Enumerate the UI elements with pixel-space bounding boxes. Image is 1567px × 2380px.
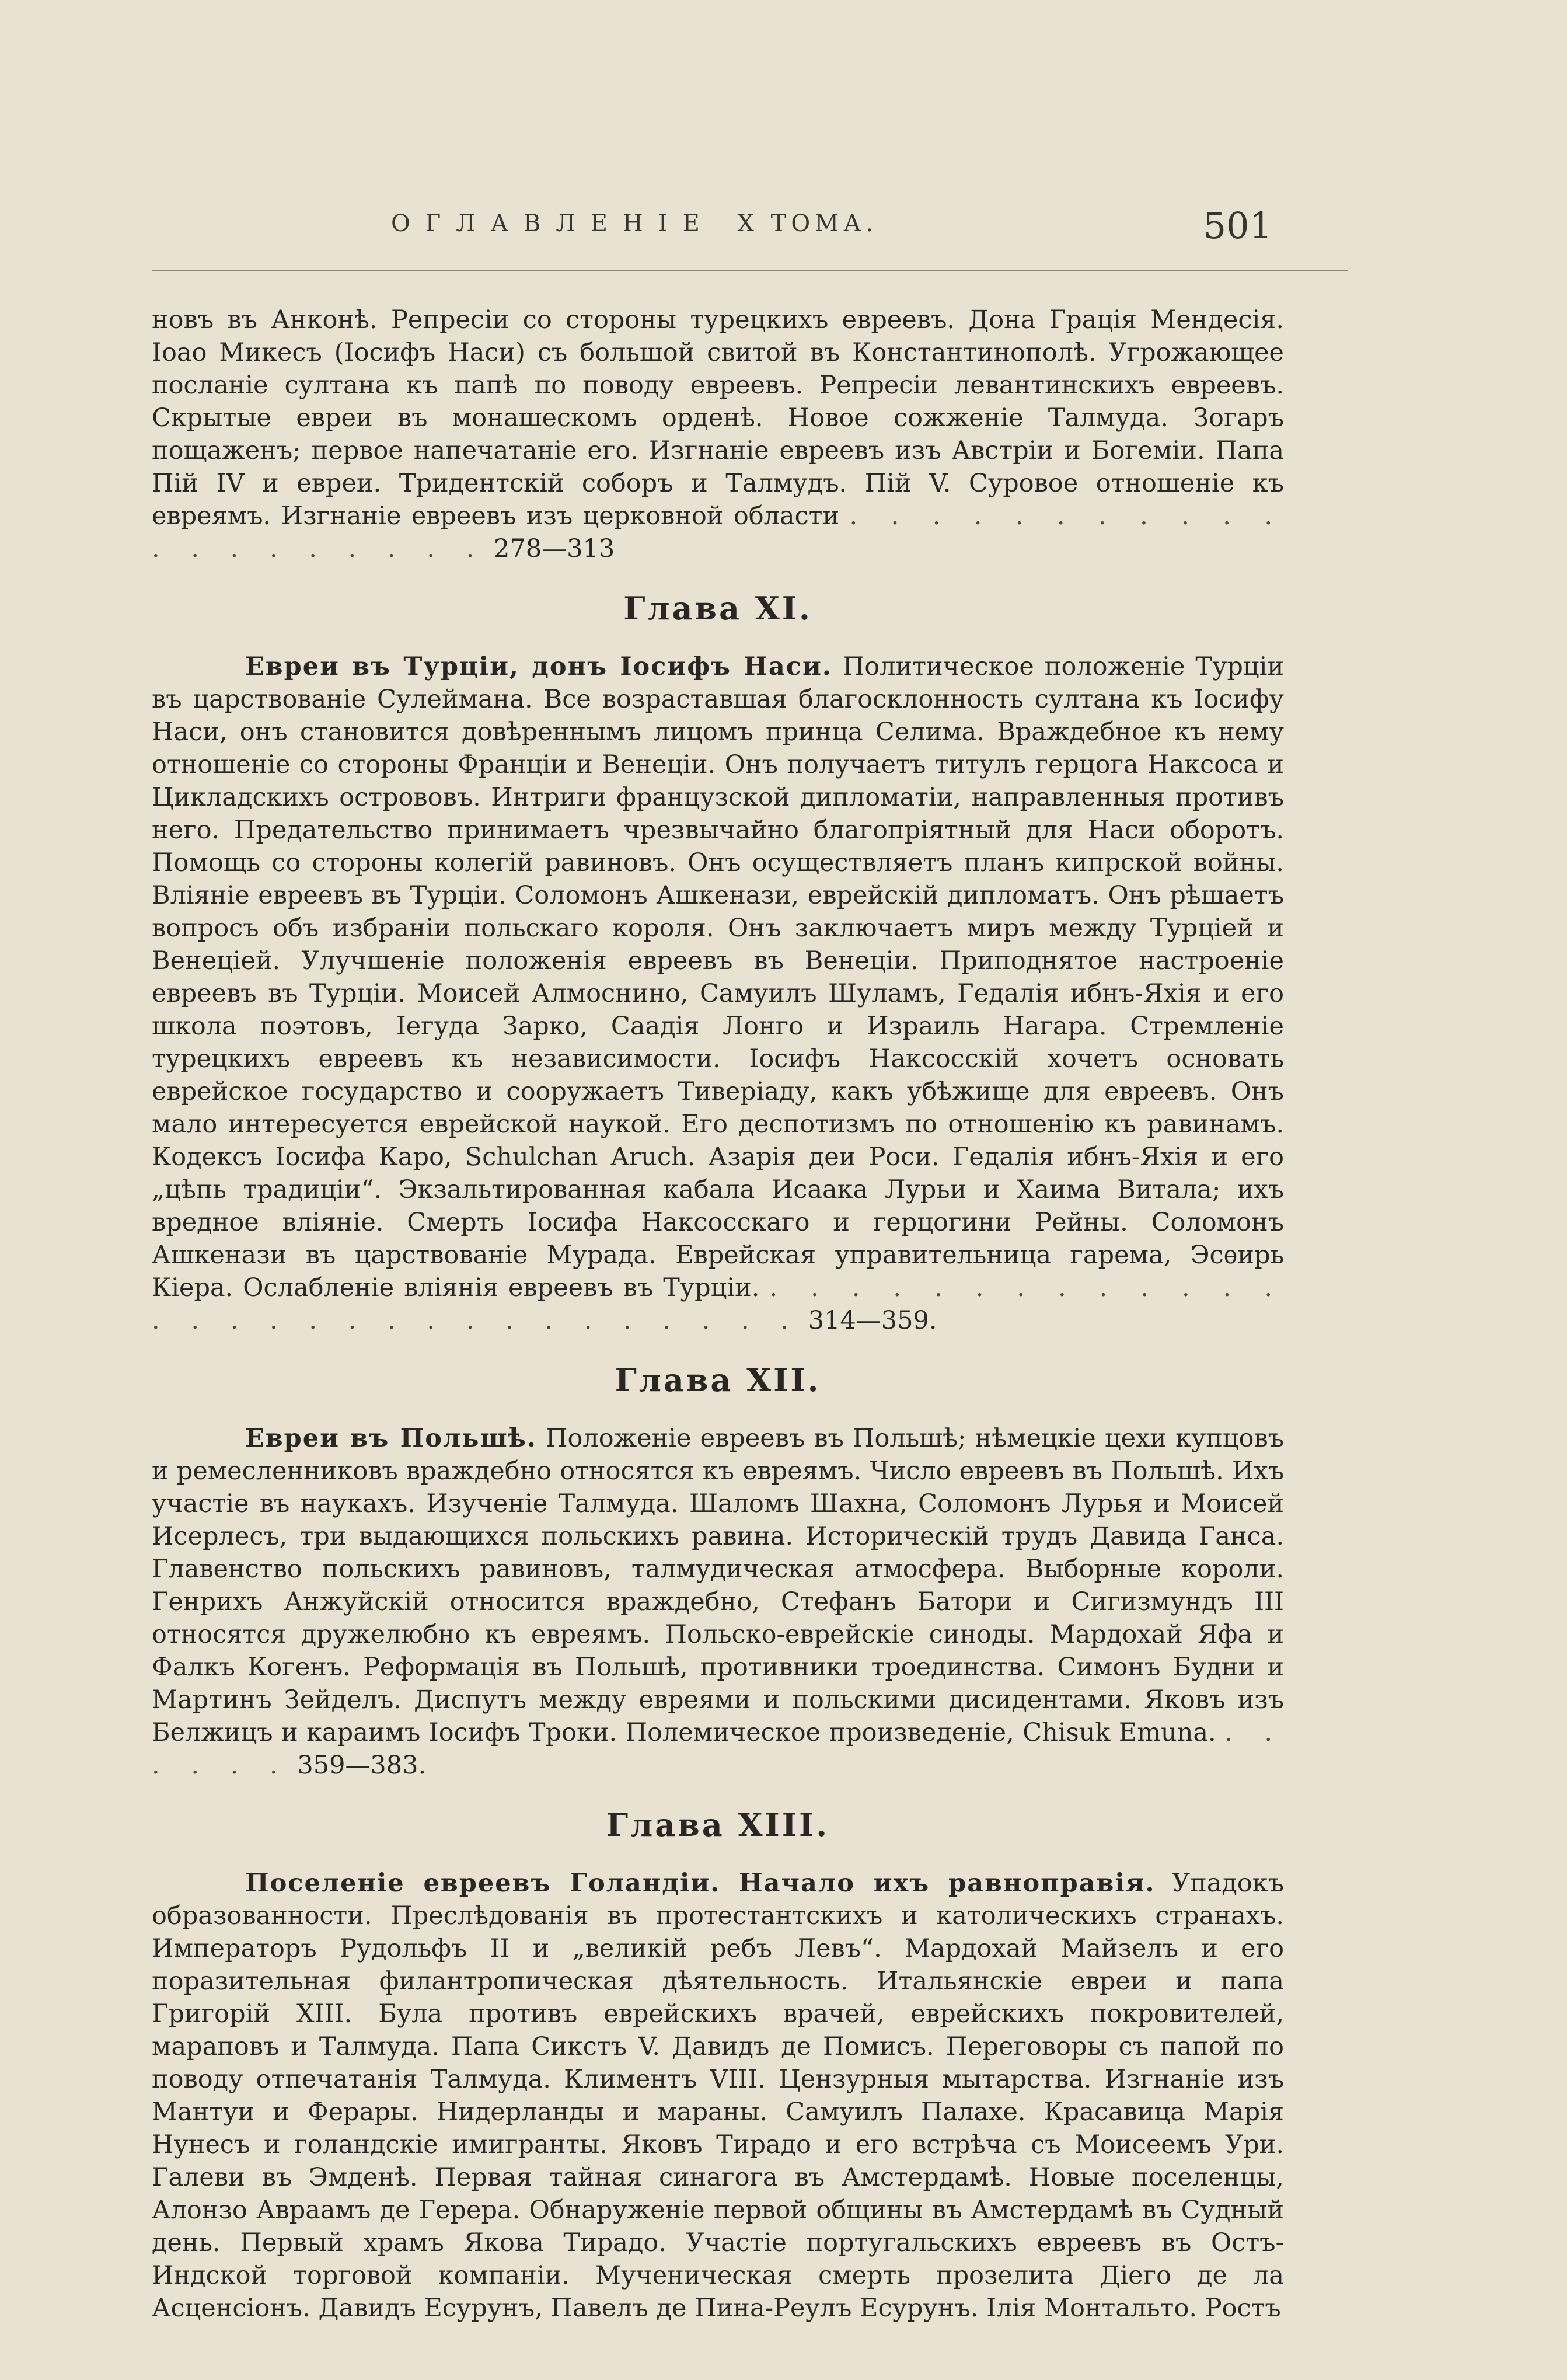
chapter-heading: Глава XIII.	[606, 1806, 830, 1844]
toc-entry	[152, 1867, 1284, 2325]
entry-text: Положеніе евреевъ въ Польшѣ; нѣмецкіе цехи купцовъ и ремесленниковъ враждебно относятся къ евреямъ. Число евреевъ въ Польшѣ. Ихъ участіе въ наукахъ. Изученіе Талмуда. Шаломъ Шахна, Соломонъ Лурья и Моисей Исерлесъ, три выдающихся польскихъ равина. Историческій трудъ Давида Ганса. Главенство польскихъ равиновъ, талмудическая атмосфера. Выборные короли. Генрихъ Анжуйскій относится враждебно, Стефанъ Батори и Сигизмундъ III относятся дружелюбно къ евреямъ. Польско-еврейскіе синоды. Мардохай Яфа и Фалкъ Когенъ. Реформація въ Польшѣ, противники троединства. Симонъ Будни и Мартинъ Зейделъ. Диспутъ между евреями и польскими дисидентами. Яковъ изъ Белжицъ и караимъ Іосифъ Троки. Полемическое произведеніе, Chisuk Emuna.	[152, 1424, 1285, 1747]
leader-dots: . . . . . . . . . . . . . . . . . . . .	[152, 501, 1285, 563]
toc-entry-continued	[152, 304, 1284, 565]
leader-dots: . . . . . . . . . . . . . . . . . . . . . . . . . . . . . .	[152, 1273, 1285, 1335]
page-range: 359—383.	[297, 1751, 427, 1780]
toc-entry	[152, 1422, 1284, 1782]
entry-lead: Евреи въ Польшѣ.	[245, 1424, 537, 1453]
running-header	[391, 210, 1272, 237]
chapter-heading: Глава XII.	[615, 1361, 821, 1399]
chapter-heading: Глава XI.	[623, 590, 812, 627]
entry-lead: Евреи въ Турціи, донъ Іосифъ Наси.	[245, 652, 832, 681]
entry-text: новъ въ Анконѣ. Репресіи со стороны турецкихъ евреевъ. Дона Грація Мендесія. Іоао Микесъ (Іосифъ Наси) съ большой свитой въ Константинополѣ. Угрожающее посланіе султана къ папѣ по поводу евреевъ. Репресіи левантинскихъ евреевъ. Скрытые евреи въ монашескомъ орденѣ. Новое сожженіе Талмуда. Зогаръ пощаженъ; первое напечатаніе его. Изгнаніе евреевъ изъ Австріи и Богеміи. Папа Пій IV и евреи. Тридентскій соборъ и Талмудъ. Пій V. Суровое отношеніе къ евреямъ. Изгнаніе евреевъ изъ церковной области	[152, 305, 1284, 531]
header-volume: X ТОМА.	[737, 210, 878, 237]
page-range: 278—313	[494, 534, 615, 563]
entry-text: Политическое положеніе Турціи въ царствованіе Сулеймана. Все возраставшая благосклонность султана къ Іосифу Наси, онъ становится довѣреннымъ лицомъ принца Селима. Враждебное къ нему отношеніе со стороны Франціи и Венеціи. Онъ получаетъ титулъ герцога Наксоса и Цикладскихъ острововъ. Интриги французской дипломатіи, направленныя противъ него. Предательство принимаетъ чрезвычайно благопріятный для Наси оборотъ. Помощь со стороны колегій равиновъ. Онъ осуществляетъ планъ кипрской войны. Вліяніе евреевъ въ Турціи. Соломонъ Ашкенази, еврейскій дипломатъ. Онъ рѣшаетъ вопросъ объ избраніи польскаго короля. Онъ заключаетъ миръ между Турціей и Венеціей. Улучшеніе положенія евреевъ въ Венеціи. Приподнятое настроеніе евреевъ въ Турціи. Моисей Алмоснино, Самуилъ Шуламъ, Гедалія ибнъ-Яхія и его школа поэтовъ, Іегуда Зарко, Саадія Лонго и Израиль Нагара. Стремленіе турецкихъ евреевъ къ независимости. Іосифъ Наксосскій хочетъ основать еврейское государство и сооружаетъ Тиверіаду, какъ убѣжище для евреевъ. Онъ мало интересуется еврейской наукой. Его деспотизмъ по отношенію къ равинамъ. Кодексъ Іосифа Каро, Schulchan Aruch. Азарія деи Роси. Гедалія ибнъ-Яхія и его „цѣпь традиціи“. Экзальтированная кабала Исаака Лурьи и Хаима Витала; ихъ вредное вліяніе. Смерть Іосифа Наксосскаго и герцогини Рейны. Соломонъ Ашкенази въ царствованіе Мурада. Еврейская управительница гарема, Эсѳирь Кіера. Ослабленіе вліянія евреевъ въ Турціи.	[152, 652, 1284, 1302]
page-number: 501	[1203, 204, 1272, 247]
page-range: 314—359.	[808, 1306, 937, 1335]
toc-entry	[152, 650, 1284, 1337]
leader-dots: . . . . . .	[152, 1718, 1284, 1780]
header-rule	[152, 270, 1348, 271]
entry-text: Упадокъ образованности. Преслѣдованія въ протестантскихъ и католическихъ странахъ. Императоръ Рудольфъ II и „великій ребъ Левъ“. Мардохай Майзелъ и его поразительная филантропическая дѣятельность. Итальянскіе евреи и папа Григорій XIII. Була противъ еврейскихъ врачей, еврейскихъ покровителей, мараповъ и Талмуда. Папа Сикстъ V. Давидъ де Помисъ. Переговоры съ папой по поводу отпечатанія Талмуда. Климентъ VIII. Цензурныя мытарства. Изгнаніе изъ Мантуи и Ферары. Нидерланды и мараны. Самуилъ Палахе. Красавица Марія Нунесъ и голандскіе имигранты. Яковъ Тирадо и его встрѣча съ Моисеемъ Ури. Галеви въ Эмденѣ. Первая тайная синагога въ Амстердамѣ. Новые поселенцы, Алонзо Авраамъ де Герера. Обнаруженіе первой общины въ Амстердамѣ въ Судный день. Первый храмъ Якова Тирадо. Участіе португальскихъ евреевъ въ Остъ-Индской торговой компаніи. Мученическая смерть прозелита Діего де ла Асценсіонъ. Давидъ Есурунъ, Павелъ де Пина-Реулъ Есурунъ. Ілія Монтальто. Ростъ	[152, 1869, 1284, 2323]
header-title: ОГЛАВЛЕНІЕ	[391, 210, 715, 237]
table-of-contents	[152, 304, 1284, 2325]
entry-lead: Поселеніе евреевъ Голандіи. Начало ихъ равноправія.	[245, 1869, 1156, 1898]
